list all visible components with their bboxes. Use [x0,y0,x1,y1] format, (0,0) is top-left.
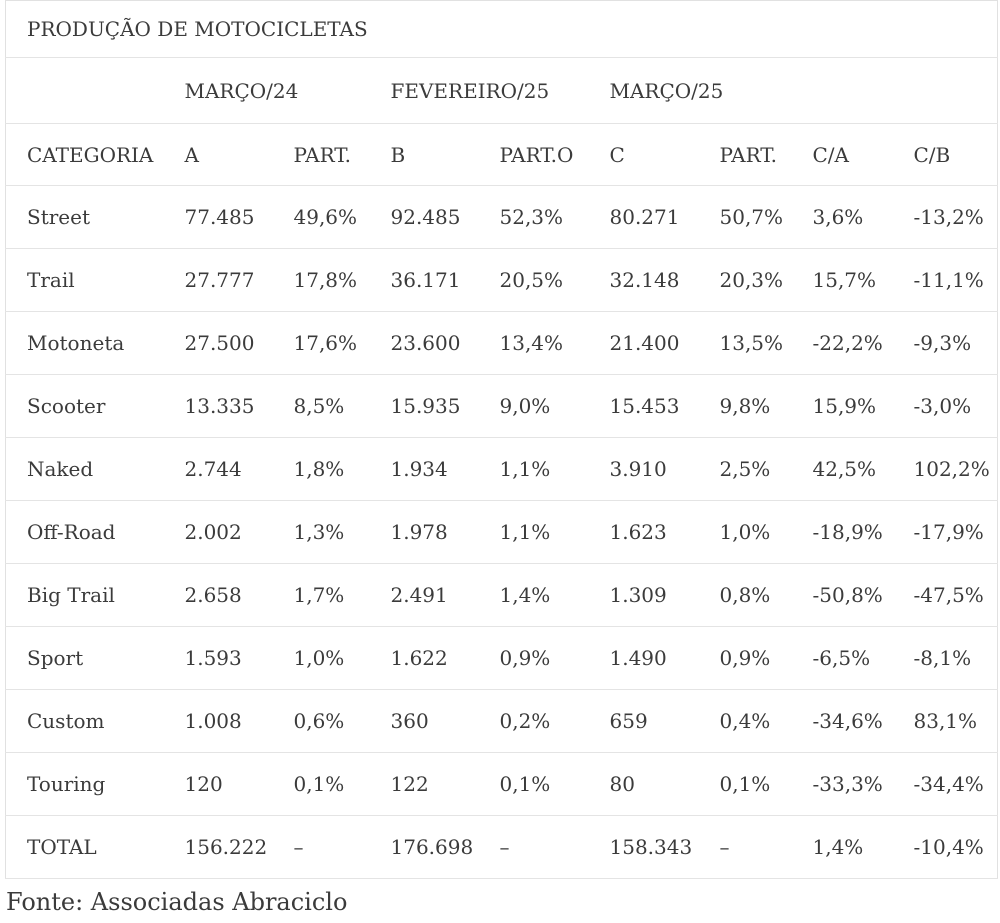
months-row [6,58,998,124]
value-cell: 0,2% [479,690,589,753]
value-cell: 0,1% [273,753,370,816]
category-cell: Touring [6,753,164,816]
value-cell: 0,8% [699,564,792,627]
column-header: B [370,124,479,186]
value-cell: -34,6% [792,690,893,753]
value-cell: 15.935 [370,375,479,438]
value-cell: 1,0% [273,627,370,690]
value-cell: 42,5% [792,438,893,501]
value-cell: 2.658 [164,564,273,627]
table-row [6,501,998,564]
value-cell: 2.002 [164,501,273,564]
value-cell: 1,4% [479,564,589,627]
value-cell: 1.622 [370,627,479,690]
value-cell: -18,9% [792,501,893,564]
value-cell: -8,1% [893,627,998,690]
category-cell: Motoneta [6,312,164,375]
value-cell: 659 [589,690,699,753]
value-cell: 15,7% [792,249,893,312]
value-cell: 156.222 [164,816,273,879]
value-cell: 1,0% [699,501,792,564]
value-cell: 13,4% [479,312,589,375]
column-header: PART.O [479,124,589,186]
value-cell: 360 [370,690,479,753]
title-row [6,1,998,58]
value-cell: -13,2% [893,186,998,249]
column-header: C [589,124,699,186]
category-cell: Custom [6,690,164,753]
value-cell: 1,1% [479,501,589,564]
value-cell: 1,8% [273,438,370,501]
value-cell: 2.491 [370,564,479,627]
month-group-fevereiro25: FEVEREIRO/25 [370,58,589,124]
value-cell: 17,8% [273,249,370,312]
value-cell: 1.490 [589,627,699,690]
value-cell: 49,6% [273,186,370,249]
value-cell: 13,5% [699,312,792,375]
category-cell: Trail [6,249,164,312]
value-cell: -34,4% [893,753,998,816]
value-cell: 1,1% [479,438,589,501]
value-cell: 1.309 [589,564,699,627]
value-cell: 52,3% [479,186,589,249]
months-spacer [6,58,164,124]
value-cell: 80 [589,753,699,816]
category-cell: TOTAL [6,816,164,879]
value-cell: 32.148 [589,249,699,312]
value-cell: – [479,816,589,879]
value-cell: -33,3% [792,753,893,816]
table-row [6,249,998,312]
value-cell: 92.485 [370,186,479,249]
value-cell: 23.600 [370,312,479,375]
value-cell: 0,9% [699,627,792,690]
value-cell: 8,5% [273,375,370,438]
value-cell: 13.335 [164,375,273,438]
value-cell: 120 [164,753,273,816]
production-table [5,0,998,879]
table-row [6,312,998,375]
column-header: C/B [893,124,998,186]
value-cell: – [699,816,792,879]
value-cell: – [273,816,370,879]
category-cell: Off-Road [6,501,164,564]
value-cell: 102,2% [893,438,998,501]
value-cell: 77.485 [164,186,273,249]
value-cell: 0,1% [479,753,589,816]
category-cell: Sport [6,627,164,690]
value-cell: 0,1% [699,753,792,816]
value-cell: -9,3% [893,312,998,375]
value-cell: -22,2% [792,312,893,375]
value-cell: 2.744 [164,438,273,501]
table-row [6,627,998,690]
value-cell: 1.008 [164,690,273,753]
value-cell: 3,6% [792,186,893,249]
value-cell: 17,6% [273,312,370,375]
value-cell: 1,4% [792,816,893,879]
column-header: C/A [792,124,893,186]
value-cell: 27.777 [164,249,273,312]
value-cell: -47,5% [893,564,998,627]
source-note: Fonte: Associadas Abraciclo [6,888,348,916]
value-cell: 9,0% [479,375,589,438]
total-row [6,816,998,879]
table-row [6,564,998,627]
value-cell: 1,7% [273,564,370,627]
column-header-categoria: CATEGORIA [6,124,164,186]
table-row [6,753,998,816]
value-cell: 15,9% [792,375,893,438]
category-cell: Scooter [6,375,164,438]
value-cell: 0,9% [479,627,589,690]
value-cell: 3.910 [589,438,699,501]
category-cell: Naked [6,438,164,501]
value-cell: -10,4% [893,816,998,879]
value-cell: -3,0% [893,375,998,438]
value-cell: 122 [370,753,479,816]
value-cell: 1.934 [370,438,479,501]
value-cell: 15.453 [589,375,699,438]
value-cell: 9,8% [699,375,792,438]
value-cell: 21.400 [589,312,699,375]
value-cell: 83,1% [893,690,998,753]
value-cell: 1.593 [164,627,273,690]
value-cell: 158.343 [589,816,699,879]
value-cell: 0,4% [699,690,792,753]
table-row [6,186,998,249]
column-header-row [6,124,998,186]
value-cell: 50,7% [699,186,792,249]
category-cell: Street [6,186,164,249]
value-cell: 0,6% [273,690,370,753]
value-cell: 2,5% [699,438,792,501]
column-header: A [164,124,273,186]
table-row [6,690,998,753]
months-spacer-right [792,58,998,124]
value-cell: 80.271 [589,186,699,249]
value-cell: -50,8% [792,564,893,627]
column-header: PART. [273,124,370,186]
table-row [6,438,998,501]
value-cell: 20,5% [479,249,589,312]
value-cell: 27.500 [164,312,273,375]
table-row [6,375,998,438]
month-group-marco24: MARÇO/24 [164,58,370,124]
value-cell: -11,1% [893,249,998,312]
value-cell: 176.698 [370,816,479,879]
value-cell: -6,5% [792,627,893,690]
value-cell: 1.978 [370,501,479,564]
value-cell: 36.171 [370,249,479,312]
value-cell: -17,9% [893,501,998,564]
column-header: PART. [699,124,792,186]
category-cell: Big Trail [6,564,164,627]
value-cell: 1,3% [273,501,370,564]
table-title: PRODUÇÃO DE MOTOCICLETAS [6,1,998,58]
value-cell: 1.623 [589,501,699,564]
value-cell: 20,3% [699,249,792,312]
month-group-marco25: MARÇO/25 [589,58,792,124]
